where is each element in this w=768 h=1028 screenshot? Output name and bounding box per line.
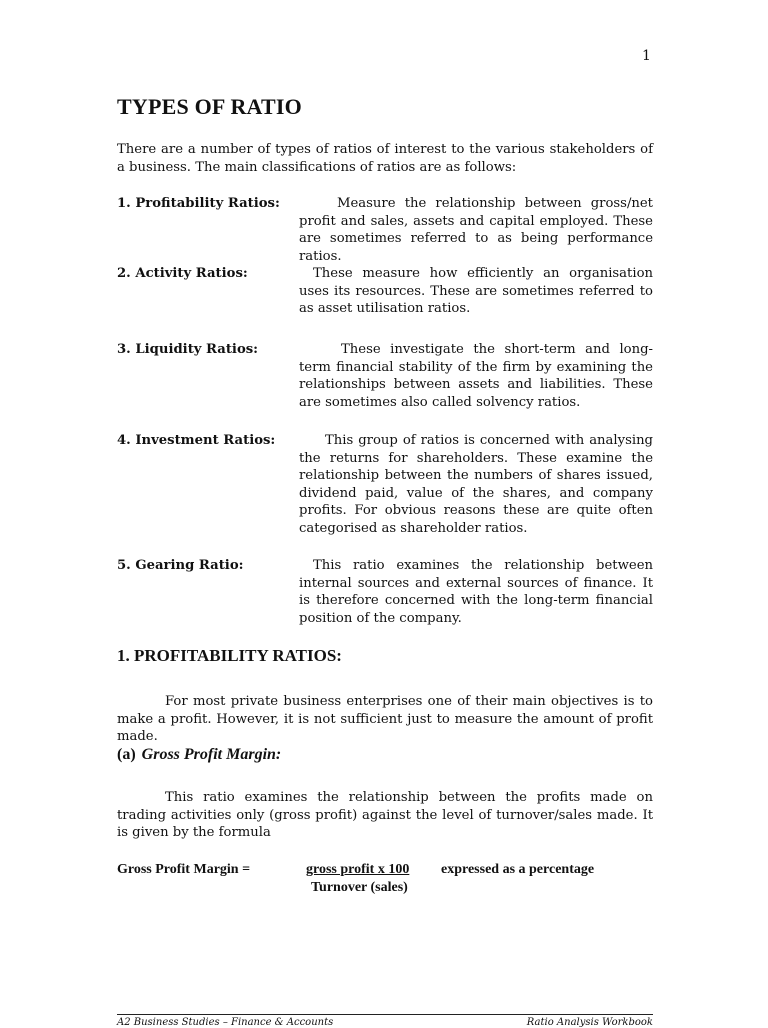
footer-left-text: A2 Business Studies – Finance & Accounts (117, 1017, 334, 1028)
ratio-type-label: 2. Activity Ratios: (117, 266, 248, 281)
subsection-heading (117, 746, 281, 764)
section-paragraph: For most private business enterprises one of their main objectives is to make a profit. However, it is not sufficient just to measure the amount of profit made. (117, 694, 653, 744)
ratio-type-description: These investigate the short-term and long-term financial stability of the firm by examining the relationships between assets and liabilities. These are sometimes also called solvency ratios. (299, 342, 653, 410)
ratio-type-label: 1. Profitability Ratios: (117, 196, 280, 211)
ratio-type-label: 4. Investment Ratios: (117, 433, 276, 448)
ratio-type-description: This group of ratios is concerned with analysing the returns for shareholders. These examine the relationship between the numbers of shares issued, dividend paid, value of the shares, and company profits. For obvious reasons these are quite often categorised as shareholder ratios. (299, 433, 653, 536)
page-number: 1 (642, 48, 651, 64)
ratio-type-description: These measure how efficiently an organisation uses its resources. These are sometimes referred to as asset utilisation ratios. (299, 266, 653, 316)
intro-paragraph: There are a number of types of ratios of interest to the various stakeholders of a business. The main classifications of ratios are as follows: (117, 142, 653, 175)
subsection-marker: (a) (117, 746, 136, 763)
ratio-type-label: 3. Liquidity Ratios: (117, 342, 259, 357)
ratio-type-label: 5. Gearing Ratio: (117, 558, 244, 573)
formula-numerator: gross profit x 100 (306, 862, 410, 877)
subsection-paragraph: This ratio examines the relationship between the profits made on trading activities only (gross profit) against the level of turnover/sales made. It is given by the formula (117, 790, 653, 840)
formula-denominator: Turnover (sales) (311, 880, 408, 895)
page-title: TYPES OF RATIO (117, 94, 302, 119)
ratio-type-description: This ratio examines the relationship between internal sources and external sources of finance. It is therefore concerned with the long-term financial position of the company. (299, 558, 653, 626)
footer-right-text: Ratio Analysis Workbook (526, 1017, 653, 1028)
ratio-type-description: Measure the relationship between gross/net profit and sales, assets and capital employed. These are sometimes referred to as being performance ratios. (299, 196, 653, 264)
formula-label: Gross Profit Margin = (117, 862, 251, 877)
section-heading: 1. PROFITABILITY RATIOS: (117, 646, 342, 665)
footer-divider (117, 1014, 653, 1015)
subsection-title: Gross Profit Margin: (141, 746, 282, 763)
formula-note: expressed as a percentage (441, 862, 595, 877)
